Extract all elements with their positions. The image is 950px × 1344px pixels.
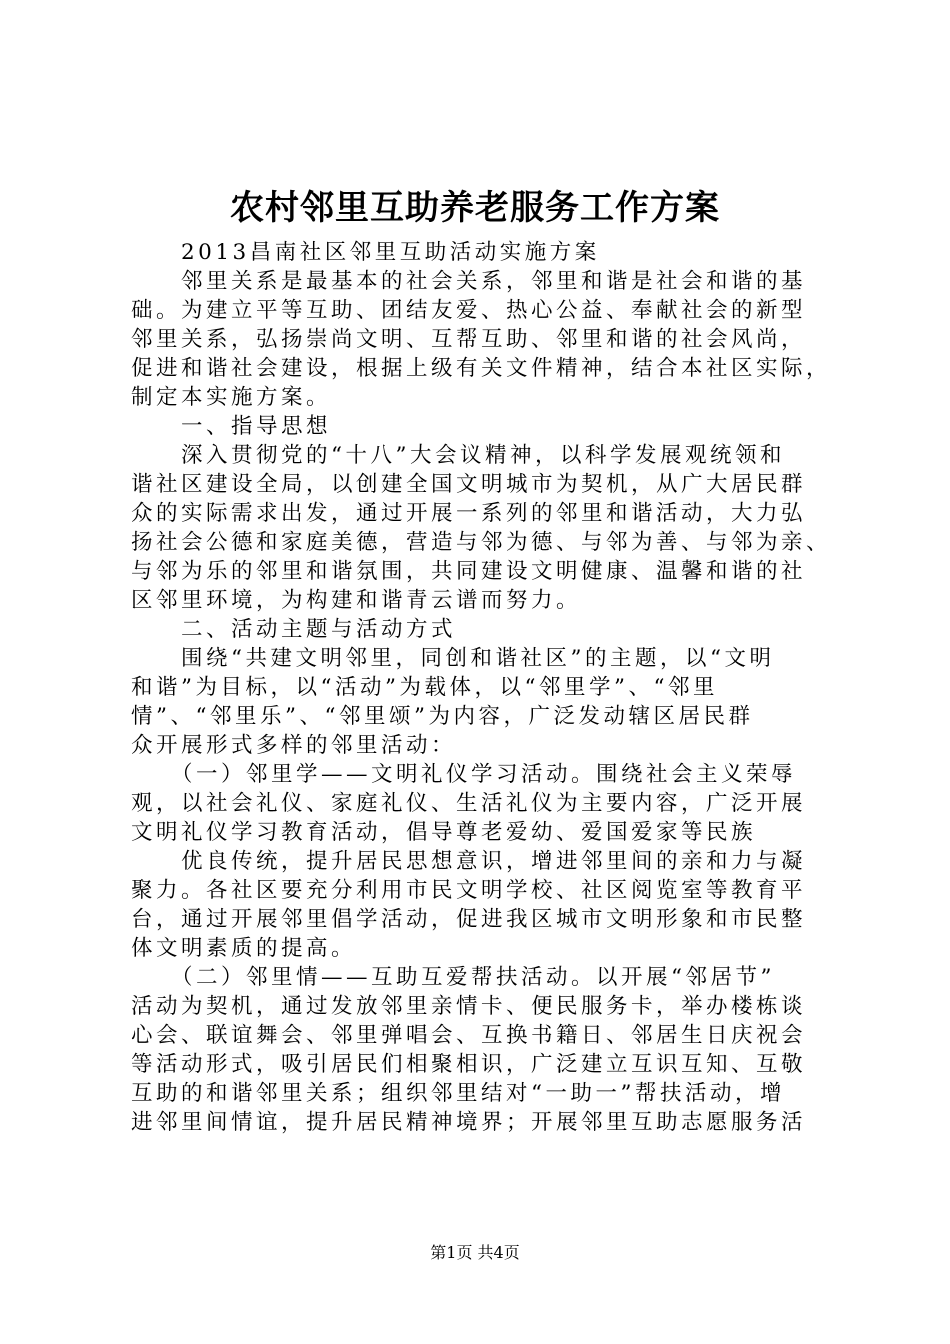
paragraph-line: 邻里关系是最基本的社会关系，邻里和谐是社会和谐的基 [181,269,807,294]
paragraph-line: 谐社区建设全局，以创建全国文明城市为契机，从广大居民群 [131,472,807,497]
paragraph-line: 围绕“共建文明邻里，同创和谐社区”的主题，以“文明 [181,646,775,671]
paragraph-line: 心会、联谊舞会、邻里弹唱会、互换书籍日、邻居生日庆祝会 [131,1023,807,1048]
paragraph-line: 邻里关系，弘扬崇尚文明、互帮互助、邻里和谐的社会风尚， [131,327,807,352]
paragraph-line: 众的实际需求出发，通过开展一系列的邻里和谐活动，大力弘 [131,501,807,526]
paragraph-line: 文明礼仪学习教育活动，倡导尊老爱幼、爱国爱家等民族 [131,820,757,845]
paragraph-line: 促进和谐社会建设，根据上级有关文件精神，结合本社区实际， [131,356,832,381]
paragraph-line: 活动为契机，通过发放邻里亲情卡、便民服务卡，举办楼栋谈 [131,994,807,1019]
paragraph-line: 深入贯彻党的“十八”大会议精神，以科学发展观统领和 [181,443,785,468]
paragraph-line: 众开展形式多样的邻里活动： [131,733,457,758]
section-heading: 一、指导思想 [181,414,332,439]
paragraph-line: 优良传统，提升居民思想意识，增进邻里间的亲和力与凝 [181,849,807,874]
paragraph-line: 互助的和谐邻里关系；组织邻里结对“一助一”帮扶活动，增 [131,1081,785,1106]
paragraph-line: 制定本实施方案。 [131,385,332,410]
paragraph-line: 和谐”为目标，以“活动”为载体，以“邻里学”、“邻里 [131,675,718,700]
paragraph-line: 观，以社会礼仪、家庭礼仪、生活礼仪为主要内容，广泛开展 [131,791,807,816]
paragraph-line: 台，通过开展邻里倡学活动，促进我区城市文明形象和市民整 [131,907,807,932]
paragraph-line: 体文明素质的提高。 [131,936,357,961]
page-footer: 第1页 共4页 [430,1243,520,1262]
paragraph-line: 扬社会公德和家庭美德，营造与邻为德、与邻为善、与邻为亲、 [131,530,832,555]
section-heading: 二、活动主题与活动方式 [181,617,457,642]
paragraph-line: 区邻里环境，为构建和谐青云谱而努力。 [131,588,582,613]
paragraph-line: 情”、“邻里乐”、“邻里颂”为内容，广泛发动辖区居民群 [131,704,754,729]
document-body [131,238,831,1137]
paragraph-line: 与邻为乐的邻里和谐氛围，共同建设文明健康、温馨和谐的社 [131,559,807,584]
paragraph-line: 础。为建立平等互助、团结友爱、热心公益、奉献社会的新型 [131,298,807,323]
subtitle-line: 2013昌南社区邻里互助活动实施方案 [181,240,600,265]
document-title: 农村邻里互助养老服务工作方案 [230,188,720,228]
paragraph-line: （二）邻里情——互助互爱帮扶活动。以开展“邻居节” [171,965,775,990]
paragraph-line: （一）邻里学——文明礼仪学习活动。围绕社会主义荣辱 [171,762,797,787]
paragraph-line: 等活动形式，吸引居民们相聚相识，广泛建立互识互知、互敬 [131,1052,807,1077]
paragraph-line: 聚力。各社区要充分利用市民文明学校、社区阅览室等教育平 [131,878,807,903]
paragraph-line: 进邻里间情谊，提升居民精神境界；开展邻里互助志愿服务活 [131,1110,807,1135]
